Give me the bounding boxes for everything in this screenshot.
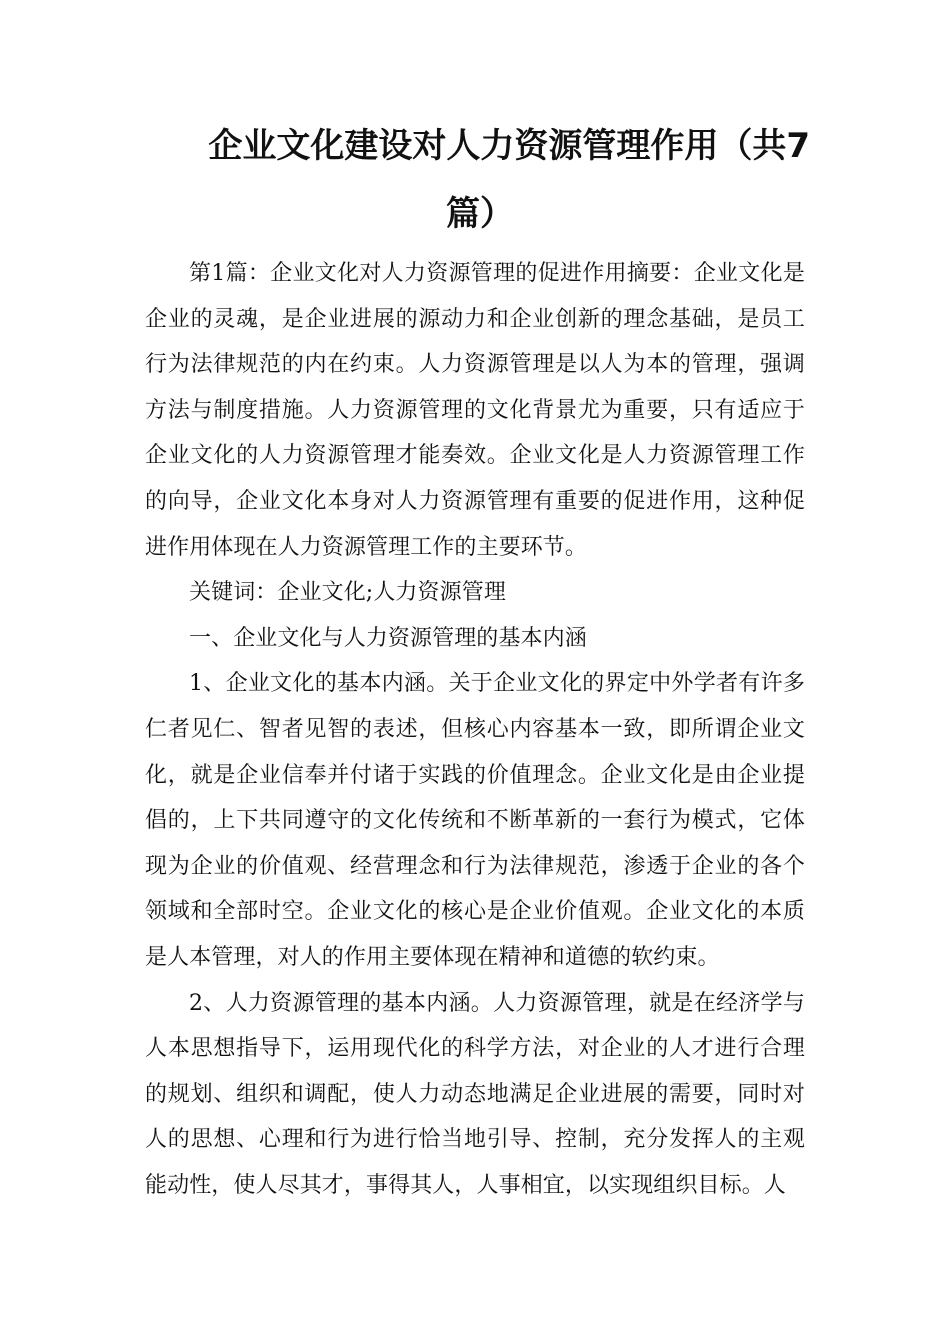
paragraph-abstract: 第1篇：企业文化对人力资源管理的促进作用摘要：企业文化是企业的灵魂，是企业进展的源动力和企业创新的理念基础，是员工行为法律规范的内在约束。人力资源管理是以人为本的管理，强调方法与制度措施。人力资源管理的文化背景尤为重要，只有适应于企业文化的人力资源管理才能奏效。企业文化是人力资源管理工作的向导，企业文化本身对人力资源管理有重要的促进作用，这种促进作用体现在人力资源管理工作的主要环节。 — [145, 261, 805, 560]
document-body — [145, 251, 805, 1208]
paragraph-keywords: 关键词：企业文化;人力资源管理 — [189, 580, 506, 606]
section-heading-1: 一、企业文化与人力资源管理的基本内涵 — [189, 625, 587, 651]
document-title-line-2: 篇） — [446, 194, 514, 234]
paragraph-hr-connotation: 2、人力资源管理的基本内涵。人力资源管理，就是在经济学与人本思想指导下，运用现代化的科学方法，对企业的人才进行合理的规划、组织和调配，使人力动态地满足企业进展的需要，同时对人的思想、心理和行为进行恰当地引导、控制，充分发挥人的主观能动性，使人尽其才，事得其人，人事相宜，以实现组织目标。人 — [145, 990, 805, 1198]
document-title-line-1: 企业文化建设对人力资源管理作用（共7 — [208, 126, 810, 166]
paragraph-culture-connotation: 1、企业文化的基本内涵。关于企业文化的界定中外学者有许多仁者见仁、智者见智的表述，但核心内容基本一致，即所谓企业文化，就是企业信奉并付诸于实践的价值理念。企业文化是由企业提倡的，上下共同遵守的文化传统和不断革新的一套行为模式，它体现为企业的价值观、经营理念和行为法律规范，渗透于企业的各个领域和全部时空。企业文化的核心是企业价值观。企业文化的本质是人本管理，对人的作用主要体现在精神和道德的软约束。 — [145, 671, 805, 970]
